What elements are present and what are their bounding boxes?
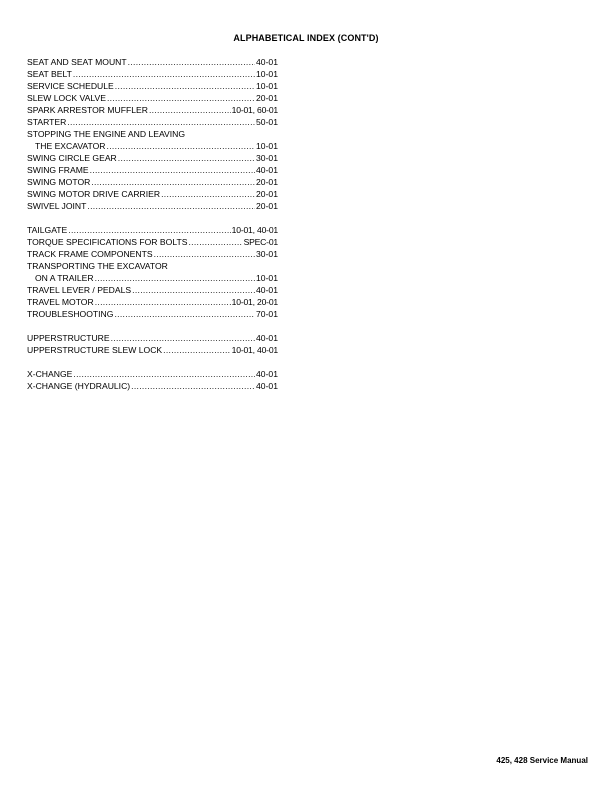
dot-leader (73, 368, 255, 380)
index-entry (27, 284, 278, 296)
alphabetical-index (27, 56, 278, 404)
index-entry (27, 152, 278, 164)
entry-name: THE EXCAVATOR (35, 141, 106, 151)
entry-page: 10-01, 20-01 (231, 297, 278, 307)
entry-name: SLEW LOCK VALVE (27, 93, 106, 103)
dot-leader (95, 272, 255, 284)
entry-page: 20-01 (256, 93, 278, 103)
index-entry (27, 164, 278, 176)
entry-page: SPEC-01 (243, 237, 278, 247)
entry-page: 10-01 (256, 273, 278, 283)
index-entry (27, 116, 278, 128)
index-entry (27, 296, 278, 308)
dot-leader (87, 200, 255, 212)
page-title: ALPHABETICAL INDEX (CONT'D) (233, 33, 379, 43)
index-group-t (27, 224, 278, 320)
entry-name: SWING FRAME (27, 165, 89, 175)
index-entry (27, 332, 278, 344)
dot-leader (90, 164, 255, 176)
index-entry (27, 176, 278, 188)
entry-name: X-CHANGE (HYDRAULIC) (27, 381, 131, 391)
entry-name: TRACK FRAME COMPONENTS (27, 249, 153, 259)
index-entry (27, 188, 278, 200)
entry-name: SWING MOTOR DRIVE CARRIER (27, 189, 161, 199)
entry-page: 40-01 (256, 57, 278, 67)
dot-leader (163, 344, 231, 356)
entry-name: UPPERSTRUCTURE SLEW LOCK (27, 345, 163, 355)
entry-name: STARTER (27, 117, 67, 127)
entry-name: SWING CIRCLE GEAR (27, 153, 117, 163)
dot-leader (111, 332, 255, 344)
entry-first-line: TRANSPORTING THE EXCAVATOR (27, 261, 168, 271)
index-entry (27, 368, 278, 380)
entry-name: SEAT AND SEAT MOUNT (27, 57, 127, 67)
entry-page: 20-01 (256, 177, 278, 187)
index-entry (27, 56, 278, 68)
index-entry (27, 224, 278, 236)
entry-page: 10-01 (256, 69, 278, 79)
entry-page: 40-01 (256, 333, 278, 343)
page-footer: 425, 428 Service Manual (496, 756, 588, 765)
dot-leader (73, 68, 255, 80)
entry-page: 30-01 (256, 249, 278, 259)
index-entry (27, 344, 278, 356)
entry-name: TRAVEL MOTOR (27, 297, 94, 307)
entry-page: 10-01 (256, 81, 278, 91)
entry-page: 20-01 (256, 201, 278, 211)
entry-first-line: STOPPING THE ENGINE AND LEAVING (27, 129, 186, 139)
entry-name: SPARK ARRESTOR MUFFLER (27, 105, 148, 115)
index-group-s (27, 56, 278, 212)
entry-page: 10-01 (256, 141, 278, 151)
entry-name: X-CHANGE (27, 369, 73, 379)
entry-page: 30-01 (256, 153, 278, 163)
dot-leader (114, 308, 255, 320)
dot-leader (67, 116, 255, 128)
dot-leader (118, 152, 255, 164)
entry-page: 40-01 (256, 369, 278, 379)
index-entry (27, 248, 278, 260)
entry-name: TORQUE SPECIFICATIONS FOR BOLTS (27, 237, 188, 247)
dot-leader (107, 92, 255, 104)
dot-leader (128, 56, 255, 68)
index-entry (27, 104, 278, 116)
index-group-u (27, 332, 278, 356)
index-entry (27, 80, 278, 92)
index-entry (27, 200, 278, 212)
index-entry (27, 308, 278, 320)
dot-leader (149, 104, 231, 116)
entry-page: 40-01 (256, 285, 278, 295)
entry-page: 10-01, 40-01 (231, 225, 278, 235)
dot-leader (115, 80, 255, 92)
entry-page: 40-01 (256, 381, 278, 391)
dot-leader (68, 224, 230, 236)
index-entry (27, 380, 278, 392)
entry-page: 10-01, 40-01 (231, 345, 278, 355)
index-group-x (27, 368, 278, 392)
dot-leader (132, 284, 255, 296)
dot-leader (107, 140, 256, 152)
entry-name: TAILGATE (27, 225, 68, 235)
dot-leader (95, 296, 231, 308)
entry-name: TRAVEL LEVER / PEDALS (27, 285, 132, 295)
dot-leader (91, 176, 255, 188)
dot-leader (188, 236, 242, 248)
index-entry (27, 140, 278, 152)
index-entry (27, 272, 278, 284)
index-entry (27, 92, 278, 104)
entry-page: 20-01 (256, 189, 278, 199)
dot-leader (131, 380, 255, 392)
entry-page: 70-01 (256, 309, 278, 319)
entry-name: ON A TRAILER (35, 273, 94, 283)
index-entry (27, 68, 278, 80)
dot-leader (161, 188, 255, 200)
entry-name: SWIVEL JOINT (27, 201, 87, 211)
entry-page: 10-01, 60-01 (231, 105, 278, 115)
entry-name: SEAT BELT (27, 69, 72, 79)
entry-name: UPPERSTRUCTURE (27, 333, 110, 343)
entry-name: SERVICE SCHEDULE (27, 81, 114, 91)
entry-name: TROUBLESHOOTING (27, 309, 114, 319)
entry-page: 50-01 (256, 117, 278, 127)
entry-page: 40-01 (256, 165, 278, 175)
index-entry (27, 236, 278, 248)
dot-leader (154, 248, 255, 260)
entry-name: SWING MOTOR (27, 177, 91, 187)
